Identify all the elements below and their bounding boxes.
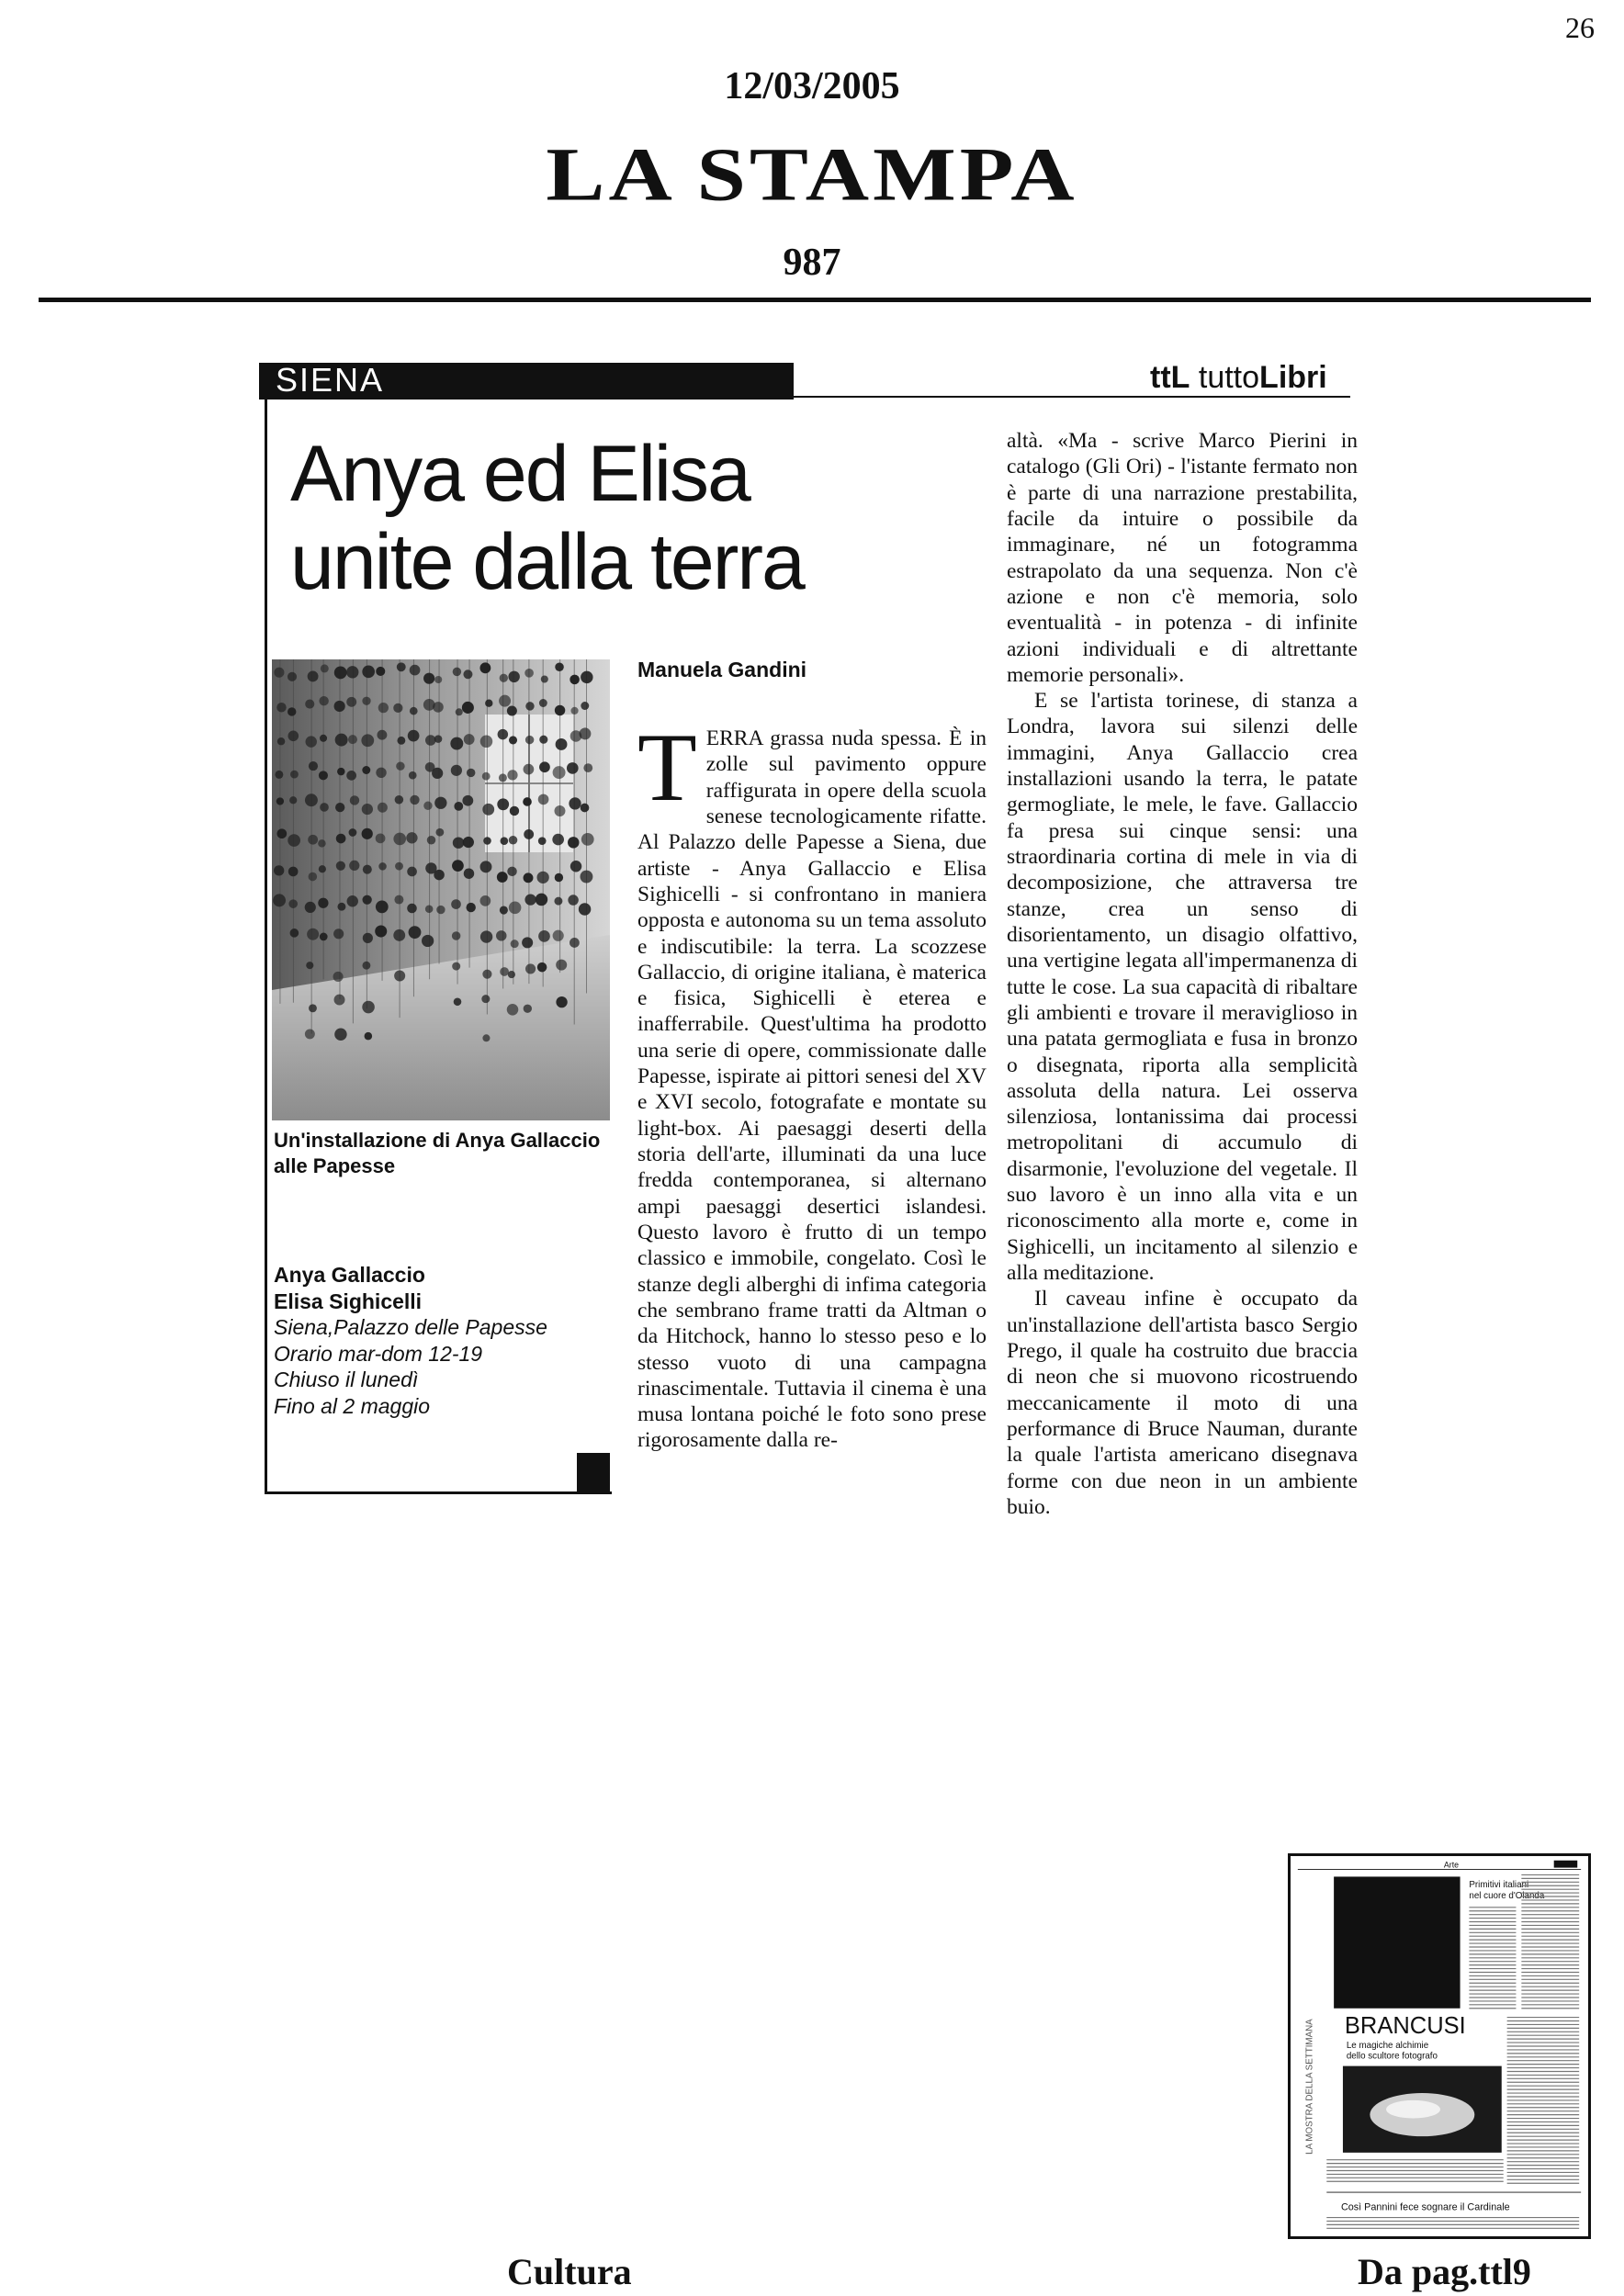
article-column-2	[1007, 428, 1358, 1520]
paragraph-text: ERRA grassa nuda spessa. È in zolle sul pavimento oppure raffigurata in opere della scuola senese tecnologicamente rifatte. Al Palazzo delle Papesse a Siena, due artiste - Anya Gallaccio e Elisa Sighicelli - si confrontano in maniera opposta e autonoma su un tema assoluto e indiscutibile: la terra. La scozzese Gallaccio, di origine italiana, è materica e fisica, Sighicelli è eterea e inafferrabile. Quest'ultima ha prodotto una serie di opere, commissionate dalle Papesse, ispirate ai pittori senesi del XV e XVI secolo, fotografate e montate su light-box. Ai paesaggi deserti della storia dell'arte, illuminati da una luce fredda contemporanea, si alternano ampi paesaggi desertici islandesi. Questo lavoro è frutto di un tempo classico e immobile, congelato. Così le stanze degli alberghi di infima categoria che sembrano frame tratti da Altman o da Hitchock, hanno lo stesso peso e lo stesso vuoto di una campagna rinascimentale. Tuttavia il cinema è una musa lontana poiché le foto sono prese rigorosamente dalla re-	[637, 726, 987, 1453]
section-rule	[794, 396, 1350, 398]
headline-line-1: Anya ed Elisa	[290, 430, 750, 518]
article-end-mark	[577, 1453, 610, 1493]
article-headline	[290, 430, 878, 607]
byline: Manuela Gandini	[637, 658, 807, 681]
article-paragraph: E se l'artista torinese, di stanza a Londra, lavora sui silenzi delle immagini, Anya Gallaccio crea installazioni usando la terra, le patate germogliate, le mele, le fave. Gallaccio fa presa sui cinque sensi: una straordinaria cortina di mele in via di decomposizione, che attraversa tre stanze, crea un senso di disorientamento, un disagio olfattivo, una vertigine legata all'impermanenza di tutte le cose. La sua capacità di ribaltare gli ambienti e trovare il meraviglioso in una patata germogliata e fusa in bronzo o disegnata, riporta alla semplicità assoluta della natura. Lei osserva silenziosa, lontanissima dai processi metropolitani di accumulo di disarmonie, l'evoluzione del vegetale. Il suo lavoro è un inno alla vita e un riconoscimento alla morte e, come in Sighicelli, un incitamento al silenzio e alla meditazione.	[1007, 689, 1358, 1285]
info-hours: Orario mar-dom 12-19	[274, 1341, 483, 1366]
info-artist-2: Elisa Sighicelli	[274, 1289, 423, 1313]
article-column-1	[637, 714, 987, 1454]
info-closed: Chiuso il lunedì	[274, 1367, 419, 1392]
thumb-headline-1: Primitivi italiani	[1469, 1880, 1529, 1891]
article-paragraph	[637, 714, 987, 1454]
thumb-subhead-2a: Le magiche alchimie	[1346, 2040, 1429, 2051]
supplement-name-a: tutto	[1198, 360, 1260, 395]
footer-section: Cultura	[507, 2251, 632, 2292]
info-until: Fino al 2 maggio	[274, 1393, 431, 1418]
supplement-prefix: ttL	[1150, 360, 1190, 395]
supplement-name-b: Libri	[1259, 360, 1327, 395]
clipping-code: 987	[783, 242, 841, 284]
supplement-logo	[1150, 360, 1327, 396]
article-paragraph: altà. «Ma - scrive Marco Pierini in catalogo (Gli Ori) - l'istante fermato non è parte di una narrazione prestabilita, facile da intuire o possibile da immaginare, né un fotogramma estrapolato da una sequenza. Non c'è azione e non c'è memoria, solo eventualità - in potenza - di infinite azioni individuali e di altrettante memorie personali».	[1007, 429, 1358, 687]
info-venue: Siena,Palazzo delle Papesse	[274, 1315, 547, 1340]
frame-bottom-rule	[265, 1491, 612, 1494]
thumb-top-label: Arte	[1443, 1860, 1460, 1870]
page-number: 26	[1565, 11, 1595, 44]
installation-photo	[272, 659, 610, 1120]
headline-line-2: unite dalla terra	[290, 518, 804, 607]
article-paragraph: Il caveau infine è occupato da un'installazione dell'artista basco Sergio Prego, il quale ha costruito due braccia di neon che si muovono ricostruendo meccanicamente il moto di una performance di Bruce Nauman, durante la quale l'artista americano disegnava forme con due neon in un ambiente buio.	[1007, 1287, 1358, 1519]
frame-left-rule	[265, 400, 267, 1494]
source-page-thumbnail	[1288, 1853, 1591, 2239]
publication-date: 12/03/2005	[724, 65, 900, 107]
info-artist-1: Anya Gallaccio	[274, 1263, 425, 1287]
thumb-headline-2: BRANCUSI	[1344, 2013, 1466, 2040]
drop-cap: T	[637, 714, 697, 821]
thumb-side-label: LA MOSTRA DELLA SETTIMANA	[1304, 2019, 1315, 2155]
photo-caption: Un'installazione di Anya Gallaccio alle Papesse	[274, 1129, 601, 1178]
newspaper-masthead: LA STAMPA	[546, 131, 1078, 217]
header-rule	[39, 298, 1591, 302]
thumb-headline-1b: nel cuore d'Olanda	[1469, 1890, 1545, 1901]
section-label: SIENA	[276, 361, 385, 399]
exhibition-info	[274, 1262, 614, 1419]
thumb-bottom-headline: Così Pannini fece sognare il Cardinale	[1340, 2201, 1510, 2213]
thumb-subhead-2b: dello scultore fotografo	[1346, 2051, 1438, 2062]
footer-source: Da pag.ttl9	[1358, 2251, 1531, 2292]
